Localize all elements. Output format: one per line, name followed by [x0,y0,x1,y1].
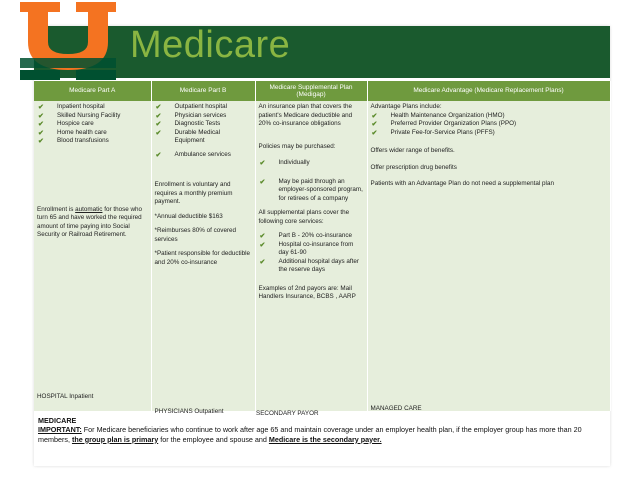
supplemental-core-list [259,232,364,275]
supplemental-footer: SECONDARY PAYOR [256,410,319,417]
check-icon: ✔ [38,104,44,111]
part-b-enrollment: Enrollment is voluntary and requires a monthly premium payment. [154,181,233,205]
check-icon: ✔ [259,233,266,240]
part-a-cell [34,101,151,411]
supplemental-cell [255,101,367,411]
supplemental-options [259,159,364,203]
list-item-label: Home health care [57,128,107,136]
note-body: IMPORTANT: For Medicare beneficiaries who continue to work after age 65 and maintain coverage under an employer health plan, if the employer group has more than 20 members, the group plan is primary for the employee and spouse and Medicare is the secondary payer. [38,425,582,444]
advantage-cell [367,101,610,411]
list-item: ✔ Additional hospital days after the reserve days [259,257,360,273]
part-b-reimburse: *Reimburses 80% of covered services [154,227,237,243]
advantage-drug: Offer prescription drug benefits [370,163,457,171]
important-note [38,416,598,444]
part-a-enrollment: Enrollment is automatic for those who turn 65 and have worked the required amount of time paying into Social Security or Railroad Retirement. [37,205,143,238]
list-item: ✔ Individually [259,159,310,167]
list-item: ✔ Preferred Provider Organization Plans (PPO) [371,120,517,128]
check-icon: ✔ [38,121,44,128]
part-b-patient: *Patient responsible for deductible and 20% co-insurance [154,250,251,266]
check-icon: ✔ [155,129,162,137]
check-icon: ✔ [371,112,378,120]
check-icon: ✔ [259,241,266,249]
part-b-cell [151,101,255,415]
check-icon: ✔ [371,121,378,128]
list-item: ✔ Durable Medical Equipment [155,128,220,144]
part-b-footer: PHYSICIANS Outpatient [154,408,224,415]
part-a-footer: HOSPITAL Inpatient [37,393,94,400]
list-item-label: Hospice care [57,120,94,127]
advantage-intro: Advantage Plans include: [370,103,442,110]
check-icon: ✔ [259,160,266,167]
supplemental-intro: An insurance plan that covers the patient's Medicare deductible and 20% co-insurance obligations [258,103,353,127]
supplemental-examples: Examples of 2nd payors are: Mail Handlers Insurance, BCBS , AARP [258,284,356,300]
list-item-label: Blood transfusions [57,137,109,144]
column-header-supplemental: Medicare Supplemental Plan (Medigap) [255,81,367,101]
check-icon: ✔ [38,129,44,137]
list-item [37,112,148,121]
check-icon: ✔ [259,258,266,266]
advantage-wider: Offers wider range of benefits. [370,147,455,154]
header-band [34,26,610,78]
check-icon: ✔ [38,138,44,145]
university-logo [20,2,120,80]
slide-title: Medicare [130,24,291,66]
list-item: ✔ Ambulance services [155,150,231,159]
list-item: ✔ Private Fee-for-Service Plans (PFFS) [371,128,495,137]
part-b-list [155,103,252,159]
column-header-advantage: Medicare Advantage (Medicare Replacement Plans) [367,81,610,101]
list-item: ✔ May be paid through an employer-sponsored program, for retirees of a company [259,177,363,202]
check-icon: ✔ [155,151,162,159]
supplemental-purchased: Policies may be purchased: [258,142,336,150]
supplemental-cover-intro: All supplemental plans cover the following core services: [258,209,350,225]
list-item [37,120,148,129]
check-icon: ✔ [155,104,162,111]
list-item [37,103,148,112]
column-header-part-b: Medicare Part B [151,81,255,101]
advantage-patients: Patients with an Advantage Plan do not need a supplemental plan [370,180,554,187]
column-header-part-a: Medicare Part A [34,81,151,101]
list-item [37,129,148,138]
check-icon: ✔ [259,178,266,186]
check-icon: ✔ [155,121,162,128]
check-icon: ✔ [371,129,378,137]
list-item: ✔ Health Maintenance Organization (HMO) [371,111,505,120]
list-item: ✔ Part B - 20% co-insurance [259,232,352,240]
list-item-label: Skilled Nursing Facility [57,111,121,119]
list-item: ✔ Outpatient hospital [155,103,228,111]
advantage-list [371,112,607,138]
list-item-label: Inpatient hospital [57,103,105,110]
part-b-deductible: *Annual deductible $163 [154,212,223,220]
part-a-list [37,103,148,146]
list-item [37,137,148,146]
note-heading: MEDICARE [38,416,77,425]
list-item: ✔ Hospital co-insurance from day 61-90 [259,240,354,256]
list-item: ✔ Physician services [155,111,227,120]
check-icon: ✔ [155,112,162,120]
list-item: ✔ Diagnostic Tests [155,120,221,128]
check-icon: ✔ [38,112,44,120]
advantage-footer: MANAGED CARE [370,405,422,412]
